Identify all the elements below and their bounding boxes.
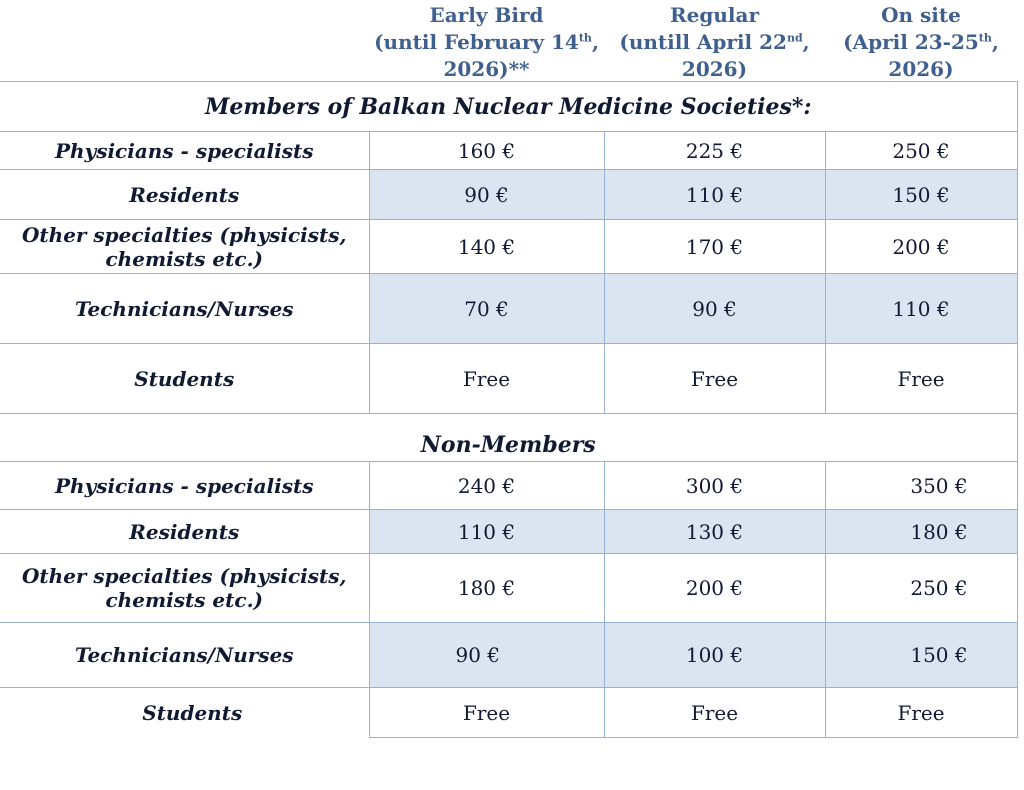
table-row xyxy=(0,220,1017,274)
header-regular-year: 2026) xyxy=(681,57,748,81)
early-bird-fee: 90 € xyxy=(369,170,604,220)
early-bird-fee: 180 € xyxy=(369,554,604,623)
header-regular-date: (untill April 22nd, xyxy=(619,30,810,54)
on-site-fee: Free xyxy=(825,344,1017,414)
row-label: Other specialties (physicists, chemists etc.) xyxy=(0,554,369,623)
early-bird-fee: 140 € xyxy=(369,220,604,274)
header-regular xyxy=(604,2,825,83)
regular-fee: 130 € xyxy=(604,510,825,554)
on-site-fee: 110 € xyxy=(825,274,1017,344)
row-label: Physicians - specialists xyxy=(0,462,369,510)
row-label: Residents xyxy=(0,510,369,554)
row-label: Other specialties (physicists, chemists etc.) xyxy=(0,220,369,274)
on-site-fee: Free xyxy=(825,688,1017,738)
table-row xyxy=(0,170,1017,220)
table-row xyxy=(0,623,1017,688)
regular-fee: 90 € xyxy=(604,274,825,344)
header-early-bird-year: 2026)** xyxy=(443,57,530,81)
early-bird-fee: 90 € xyxy=(369,623,604,688)
header-regular-title: Regular xyxy=(670,3,759,27)
on-site-fee: 250 € xyxy=(825,132,1017,170)
regular-fee: 110 € xyxy=(604,170,825,220)
on-site-fee: 250 € xyxy=(825,554,1017,623)
on-site-fee: 350 € xyxy=(825,462,1017,510)
regular-fee: Free xyxy=(604,344,825,414)
section-row-non-members xyxy=(0,414,1017,462)
on-site-fee: 150 € xyxy=(825,170,1017,220)
on-site-fee: 180 € xyxy=(825,510,1017,554)
header-on-site-date: (April 23-25th, xyxy=(843,30,999,54)
regular-fee: 225 € xyxy=(604,132,825,170)
row-label: Physicians - specialists xyxy=(0,132,369,170)
table-row xyxy=(0,462,1017,510)
header-early-bird xyxy=(369,2,604,83)
row-label: Students xyxy=(0,344,369,414)
section-row-members xyxy=(0,82,1017,132)
header-on-site xyxy=(825,2,1017,83)
table-row xyxy=(0,688,1017,738)
header-on-site-title: On site xyxy=(881,3,961,27)
header-on-site-year: 2026) xyxy=(888,57,954,81)
on-site-fee: 150 € xyxy=(825,623,1017,688)
regular-fee: Free xyxy=(604,688,825,738)
regular-fee: 300 € xyxy=(604,462,825,510)
early-bird-fee: 110 € xyxy=(369,510,604,554)
regular-fee: 100 € xyxy=(604,623,825,688)
table-row xyxy=(0,344,1017,414)
regular-fee: 200 € xyxy=(604,554,825,623)
row-label: Residents xyxy=(0,170,369,220)
early-bird-fee: 70 € xyxy=(369,274,604,344)
fee-table xyxy=(0,81,1018,738)
header-early-bird-date: (until February 14th, xyxy=(374,30,599,54)
on-site-fee: 200 € xyxy=(825,220,1017,274)
section-title-non-members: Non-Members xyxy=(0,414,1017,462)
table-row xyxy=(0,132,1017,170)
row-label: Technicians/Nurses xyxy=(0,274,369,344)
section-title-members: Members of Balkan Nuclear Medicine Societies*: xyxy=(0,82,1017,132)
early-bird-fee: Free xyxy=(369,344,604,414)
table-row xyxy=(0,510,1017,554)
row-label: Technicians/Nurses xyxy=(0,623,369,688)
row-label: Students xyxy=(0,688,369,738)
early-bird-fee: Free xyxy=(369,688,604,738)
header-early-bird-title: Early Bird xyxy=(429,3,544,27)
early-bird-fee: 160 € xyxy=(369,132,604,170)
table-row xyxy=(0,554,1017,623)
early-bird-fee: 240 € xyxy=(369,462,604,510)
table-row xyxy=(0,274,1017,344)
regular-fee: 170 € xyxy=(604,220,825,274)
